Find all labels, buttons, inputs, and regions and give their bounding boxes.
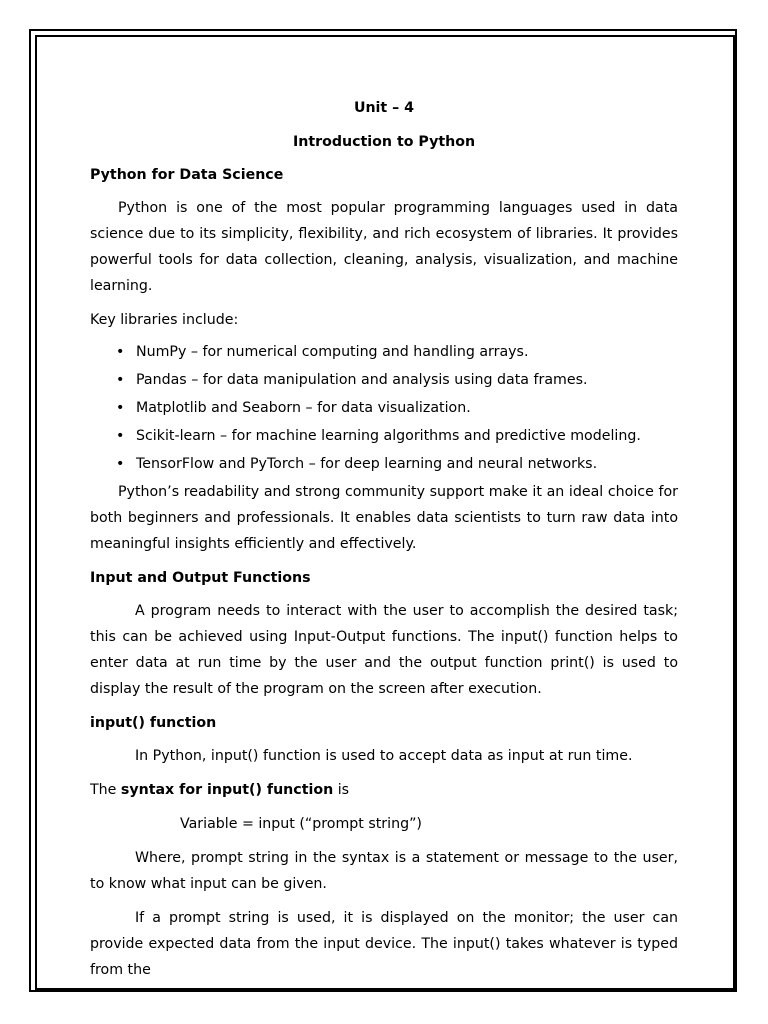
list-item: • NumPy – for numerical computing and handling arrays. <box>136 339 678 365</box>
document-title: Introduction to Python <box>292 134 476 150</box>
section-heading-input-function: input() function <box>90 715 217 731</box>
paragraph-data-science-intro: Python is one of the most popular programming languages used in data science due to its simplicity, flexibility, and rich ecosystem of libraries. It provides powerful tools for data collection, cleaning, analysis, visualization, and machine learning. <box>90 200 678 294</box>
section-heading-input-output: Input and Output Functions <box>90 570 311 586</box>
paragraph-prompt-string: Where, prompt string in the syntax is a statement or message to the user, to know what input can be given. <box>90 850 678 892</box>
unit-heading: Unit – 4 <box>353 100 415 116</box>
list-item: • Scikit-learn – for machine learning algorithms and predictive modeling. <box>136 423 678 449</box>
paragraph-input-function: In Python, input() function is used to accept data as input at run time. <box>135 748 633 764</box>
syntax-suffix: is <box>333 782 350 798</box>
list-item: • TensorFlow and PyTorch – for deep learning and neural networks. <box>136 451 678 477</box>
paragraph-prompt-used: If a prompt string is used, it is displayed on the monitor; the user can provide expected data from the input device. The input() takes whatever is typed from the <box>90 910 678 978</box>
syntax-code-line: Variable = input (“prompt string”) <box>180 816 422 832</box>
document-page <box>90 95 678 991</box>
list-item: • Pandas – for data manipulation and analysis using data frames. <box>136 367 678 393</box>
section-heading-data-science: Python for Data Science <box>90 167 284 183</box>
key-libraries-label: Key libraries include: <box>90 312 239 328</box>
syntax-bold-text: syntax for input() function <box>120 782 334 798</box>
syntax-intro <box>90 777 678 803</box>
syntax-prefix: The <box>90 782 121 798</box>
paragraph-readability: Python’s readability and strong community support make it an ideal choice for both beginners and professionals. It enables data scientists to turn raw data into meaningful insights efficiently and effectively. <box>90 484 678 552</box>
list-item: • Matplotlib and Seaborn – for data visualization. <box>136 395 678 421</box>
paragraph-input-output: A program needs to interact with the user to accomplish the desired task; this can be achieved using Input-Output functions. The input() function helps to enter data at run time by the user and the output function print() is used to display the result of the program on the screen after execution. <box>90 603 678 697</box>
libraries-list <box>90 339 678 477</box>
